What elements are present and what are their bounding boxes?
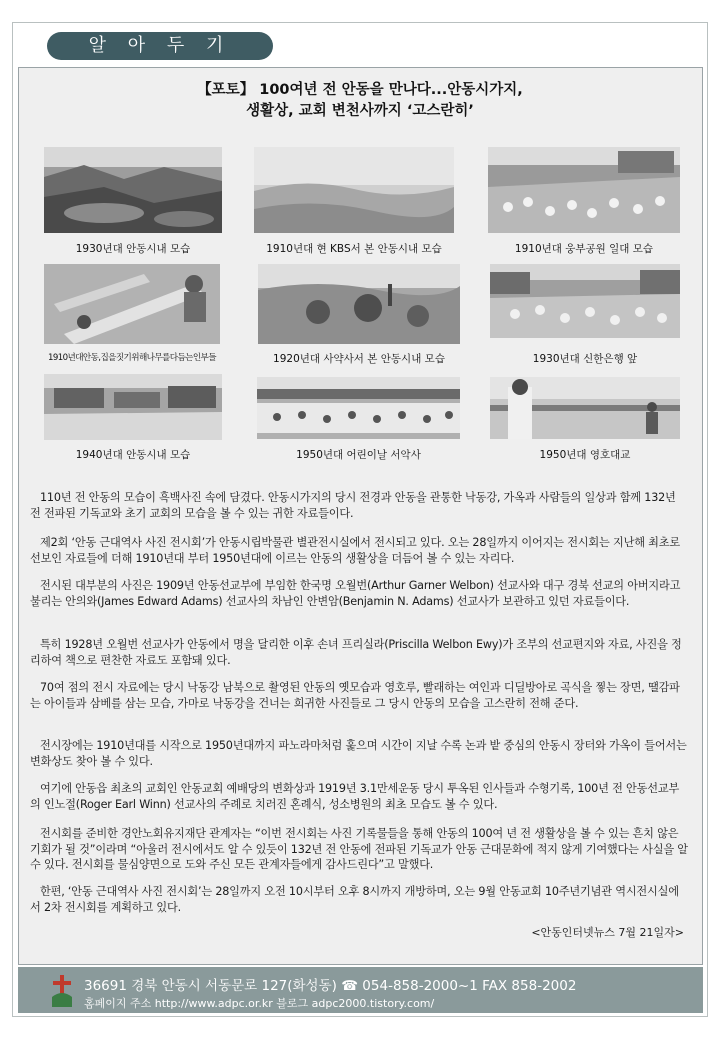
photo-caption: 1950년대 어린이날 서악사 bbox=[296, 449, 421, 461]
photo-town-buildings bbox=[44, 374, 222, 440]
article-paragraph: 70여 점의 전시 자료에는 당시 낙동강 남북으로 촬영된 안동의 옛모습과 영호루, 빨래하는 여인과 디딜방아로 곡식을 찧는 장면, 땔감파는 아이들과 삼베를 삼는 모습, 가마로 낙동강을 건너는 희귀한 사진들로 그 당시 안동의 모습을 고스란히 전해 준다. bbox=[30, 681, 680, 710]
article-paragraph: 110년 전 안동의 모습이 흑백사진 속에 담겼다. 안동시가지의 당시 전경과 안동을 관통한 낙동강, 가옥과 사람들의 일상과 함께 132년 전 전파된 기독교와 초기 교회의 모습을 볼 수 있는 귀한 자료들이다. bbox=[30, 491, 676, 520]
photo-bridge-people bbox=[490, 377, 680, 439]
photo-old-town-rooftops bbox=[44, 147, 222, 233]
article-source: <안동인터넷뉴스 7월 21일자> bbox=[531, 926, 684, 939]
photo-caption: 1930년대 안동시내 모습 bbox=[75, 243, 191, 255]
photo-street-crowd bbox=[490, 264, 680, 338]
article-paragraph: 제2회 ‘안동 근대역사 사진 전시회’가 안동시립박물관 별관전시실에서 전시되고 있다. 오는 28일까지 이어지는 전시회는 지난해 최초로 선보인 자료들에 더해 1910년대 부터 1950년대에 이르는 안동의 생활상을 더듬어 볼 수 있는 자리다. bbox=[30, 536, 680, 565]
footer-address: 36691 경북 안동시 서동문로 127(화성동) ☎ 054-858-2000~1 FAX 858-2002 bbox=[84, 978, 577, 994]
article-paragraph: 전시장에는 1910년대를 시작으로 1950년대까지 파노라마처럼 훑으며 시간이 지날 수록 논과 밭 중심의 안동시 장터와 가옥이 들어서는 변화상도 찾아 볼 수 있다. bbox=[30, 739, 687, 768]
photo-caption: 1940년대 안동시내 모습 bbox=[75, 449, 191, 461]
photo-caption: 1910년대 현 KBS서 본 안동시내 모습 bbox=[266, 243, 442, 255]
photo-town-panorama bbox=[258, 264, 460, 344]
article-paragraph: 특히 1928년 오월번 선교사가 안동에서 명을 달리한 이후 손녀 프리실라(Priscilla Welbon Ewy)가 조부의 선교편지와 자료, 사진을 정리하여 책으로 편찬한 자료도 포함돼 있다. bbox=[30, 638, 682, 667]
article-title-line1: 【포토】 100여년 전 안동을 만나다...안동시가지, bbox=[197, 82, 523, 98]
article-paragraph: 전시된 대부분의 사진은 1909년 안동선교부에 부임한 한국명 오월번(Arthur Garner Welbon) 선교사와 대구 경북 선교의 아버지라고 불리는 안의와(James Edward Adams) 선교사의 차남인 안변암(Benjamin N. Adams) 선교사가 보관하고 있던 자료들이다. bbox=[30, 579, 681, 608]
church-cross-logo-icon bbox=[50, 975, 74, 1007]
article-paragraph: 전시회를 준비한 경안노회유지재단 관계자는 “이번 전시회는 사진 기록물들을 통해 안동의 100여 년 전 생활상을 볼 수 있는 흔치 않은 기회가 될 것”이라며 “아울러 전시에서도 알 수 있듯이 132년 전 안동에 전파된 기독교가 안동 근대문화에 적지 않게 기여했다는 사실을 알 수 있다. 전시회를 물심양면으로 도와 주신 모든 관계자들에게 감사드린다”고 말했다. bbox=[30, 827, 688, 871]
photo-caption: 1920년대 사약사서 본 안동시내 모습 bbox=[273, 353, 445, 365]
photo-landscape-valley bbox=[254, 147, 454, 233]
photo-caption: 1910년대 웅부공원 일대 모습 bbox=[514, 243, 654, 255]
photo-caption: 1910년대안동,집을짓기위해나무를다듬는인부들 bbox=[48, 353, 216, 363]
photo-crowd-market bbox=[488, 147, 680, 233]
section-tab: 알 아 두 기 bbox=[47, 32, 273, 60]
photo-caption: 1930년대 신한은행 앞 bbox=[532, 353, 638, 365]
article-paragraph: 여기에 안동읍 최초의 교회인 안동교회 예배당의 변화상과 1919년 3.1만세운동 당시 투옥된 인사들과 수형기록, 100년 전 안동선교부의 인노절(Roger Earl Winn) 선교사의 주례로 치러진 혼례식, 성소병원의 최초 모습도 볼 수 있다. bbox=[30, 782, 680, 811]
footer-bar bbox=[18, 967, 703, 1013]
article-paragraph: 한편, ‘안동 근대역사 사진 전시회’는 28일까지 오전 10시부터 오후 8시까지 개방하며, 오는 9월 안동교회 10주년기념관 역시전시실에서 2차 전시회를 계획하고 있다. bbox=[30, 885, 679, 914]
photo-children-gathering bbox=[257, 377, 460, 439]
photo-workers-timber bbox=[44, 264, 220, 344]
article-title-line2: 생활상, 교회 변천사까지 ‘고스란히’ bbox=[246, 103, 474, 119]
photo-caption: 1950년대 영호대교 bbox=[539, 449, 631, 461]
footer-web-links: 홈페이지 주소 http://www.adpc.or.kr 블로그 adpc2000.tistory.com/ bbox=[84, 997, 435, 1010]
